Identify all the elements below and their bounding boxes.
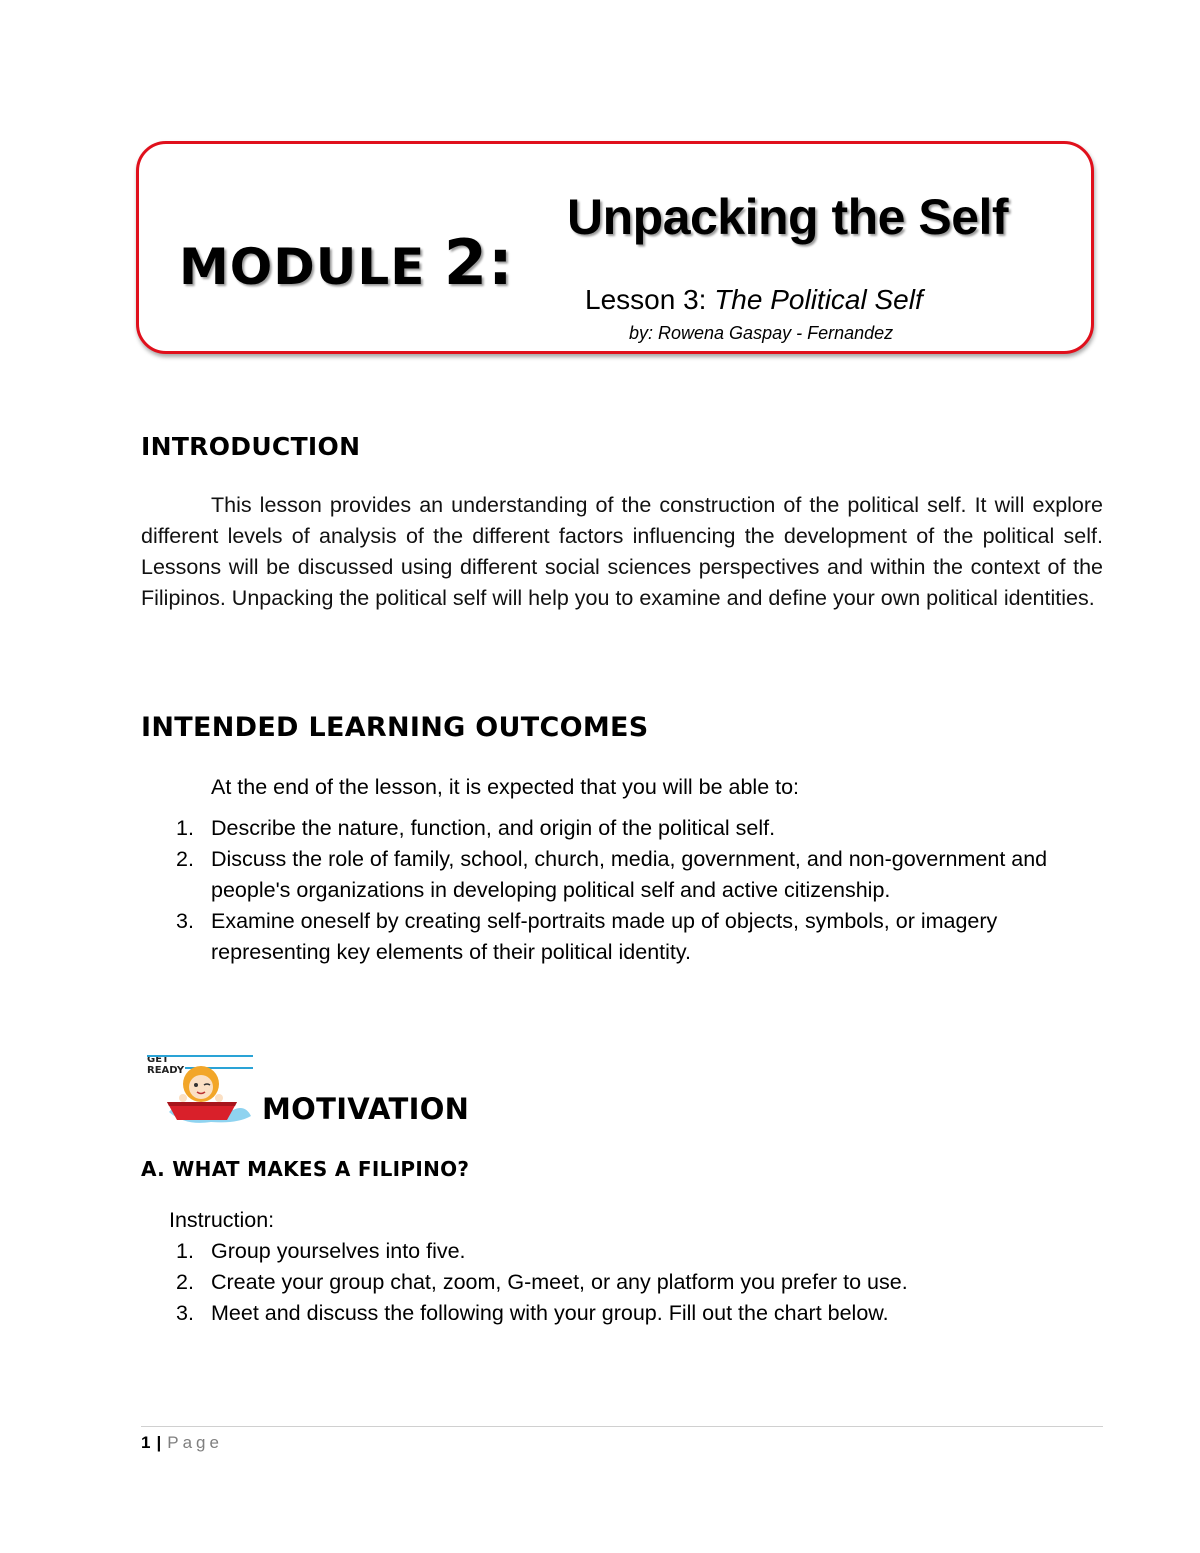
list-number: 3. xyxy=(176,909,194,933)
instruction-label: Instruction: xyxy=(169,1208,275,1232)
list-number: 3. xyxy=(176,1301,194,1325)
list-text: Examine oneself by creating self-portraits made up of objects, symbols, or imagery representing key elements of their political identity. xyxy=(211,909,998,964)
introduction-heading: INTRODUCTION xyxy=(141,432,361,461)
introduction-body xyxy=(141,490,1103,614)
list-item xyxy=(141,1298,1103,1329)
footer-divider xyxy=(141,1426,1103,1427)
list-text: Discuss the role of family, school, church, media, government, and non-government and people's organizations in developing political self and active citizenship. xyxy=(211,847,1048,902)
page-word: Page xyxy=(167,1433,223,1452)
list-item xyxy=(141,1236,1103,1267)
badge-text-get: GET xyxy=(147,1054,169,1065)
list-item xyxy=(141,1267,1103,1298)
lesson-prefix: Lesson 3: xyxy=(585,284,715,315)
get-ready-badge-icon xyxy=(141,1050,261,1128)
page-number: 1 xyxy=(141,1433,151,1452)
list-item xyxy=(141,906,1103,968)
module-title: Unpacking the Self xyxy=(567,189,1009,245)
list-text: Group yourselves into five. xyxy=(211,1239,466,1263)
lesson-author: by: Rowena Gaspay - Fernandez xyxy=(629,323,894,343)
motivation-heading: MOTIVATION xyxy=(262,1092,470,1126)
outcomes-list xyxy=(141,813,1103,968)
list-item xyxy=(141,813,1103,844)
list-item xyxy=(141,844,1103,906)
lesson-line xyxy=(585,286,923,314)
module-number: 2: xyxy=(443,226,514,299)
module-header-box xyxy=(136,141,1094,354)
list-text: Meet and discuss the following with your group. Fill out the chart below. xyxy=(211,1301,889,1325)
module-label xyxy=(179,226,514,299)
outcomes-heading: INTENDED LEARNING OUTCOMES xyxy=(141,712,649,743)
module-word: MODULE xyxy=(179,238,426,296)
list-number: 2. xyxy=(176,1270,194,1294)
list-number: 1. xyxy=(176,816,194,840)
badge-text-ready: READY xyxy=(147,1065,185,1076)
motivation-subheading: A. WHAT MAKES A FILIPINO? xyxy=(141,1157,470,1181)
outcomes-lead: At the end of the lesson, it is expected that you will be able to: xyxy=(211,775,800,799)
lesson-name: The Political Self xyxy=(714,284,923,315)
list-number: 2. xyxy=(176,847,194,871)
introduction-paragraph: This lesson provides an understanding of the construction of the political self. It will explore different levels of analysis of the different factors influencing the development of the political self. Lessons will be discussed using different social sciences perspectives and within the context of the Filipinos. Unpacking the political self will help you to examine and define your own political identities. xyxy=(141,493,1103,610)
footer-separator: | xyxy=(156,1433,162,1452)
instruction-list xyxy=(141,1236,1103,1329)
list-text: Describe the nature, function, and origin of the political self. xyxy=(211,816,776,840)
page-footer xyxy=(141,1434,223,1451)
list-number: 1. xyxy=(176,1239,194,1263)
list-text: Create your group chat, zoom, G-meet, or any platform you prefer to use. xyxy=(211,1270,908,1294)
